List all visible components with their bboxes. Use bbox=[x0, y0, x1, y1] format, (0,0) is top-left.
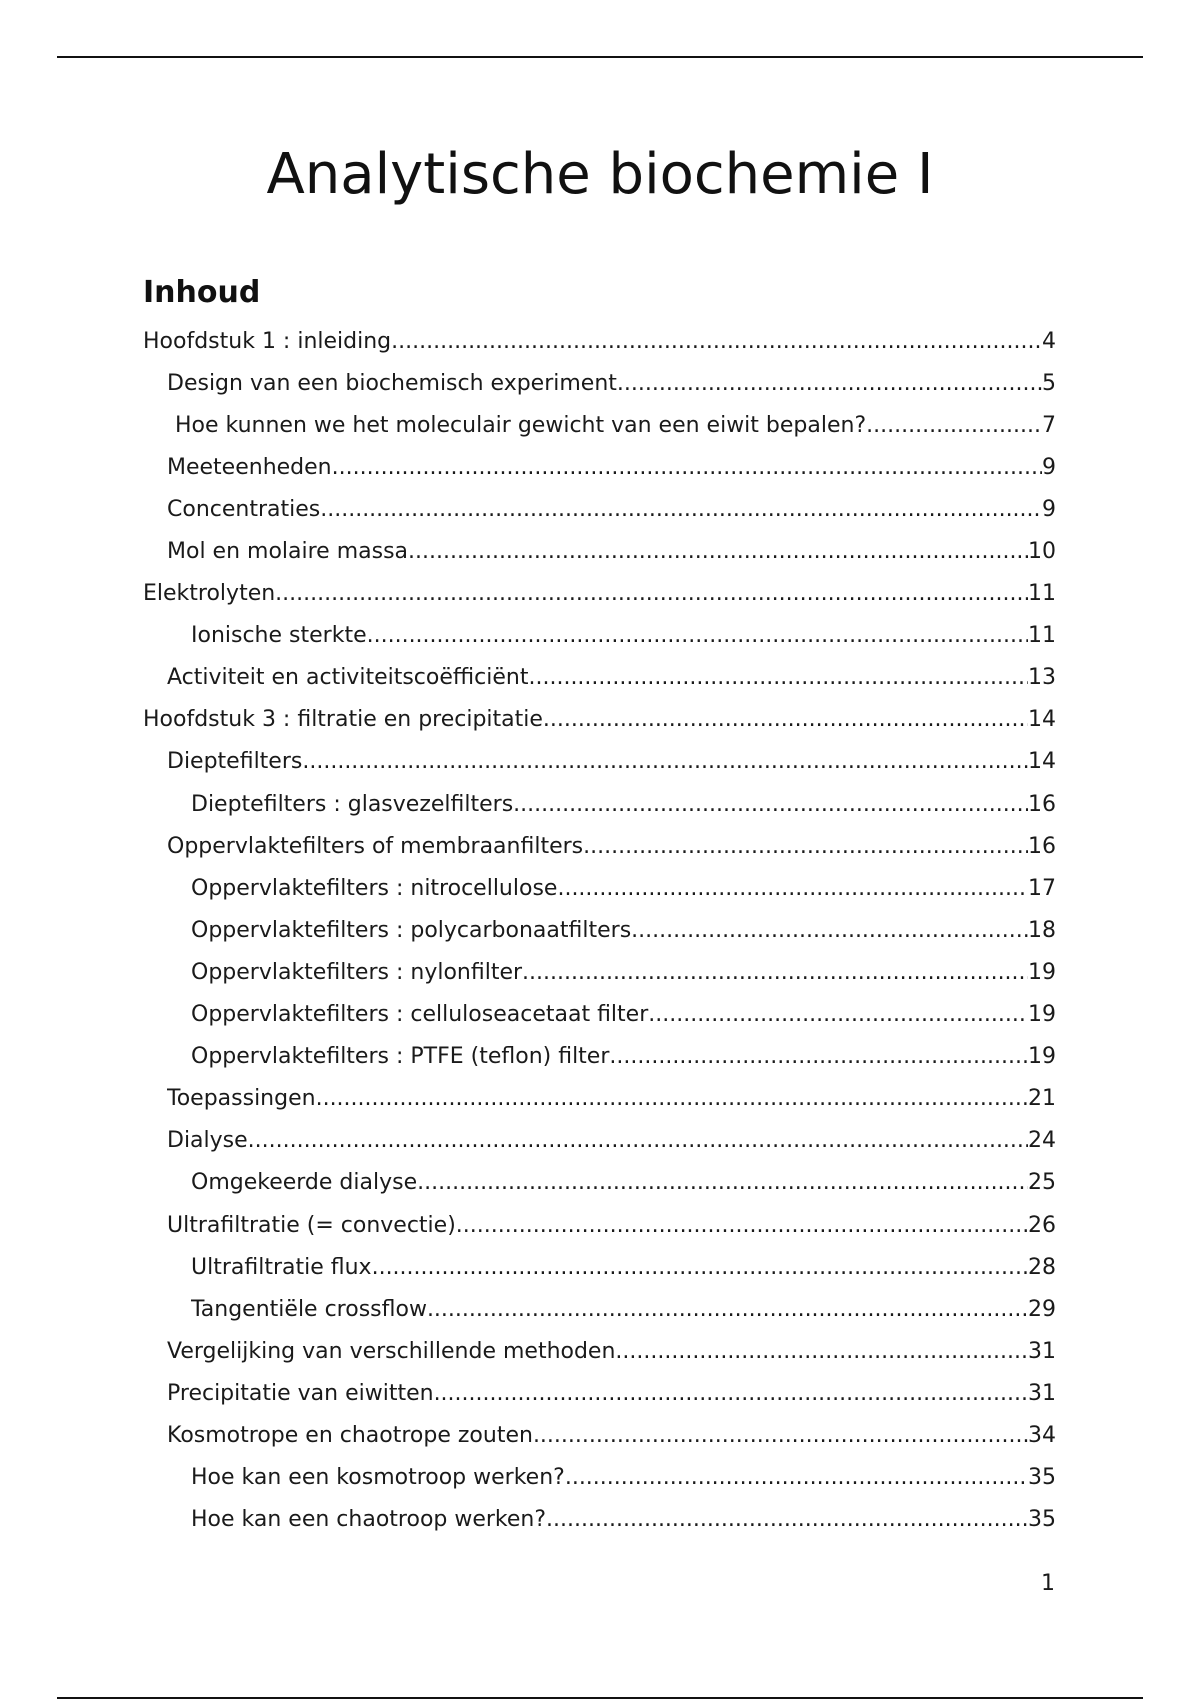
toc-entry[interactable] bbox=[167, 1373, 1056, 1415]
toc-entry-label: Elektrolyten bbox=[143, 581, 276, 606]
toc-entry[interactable] bbox=[191, 615, 1056, 657]
toc-leader bbox=[417, 1162, 1028, 1204]
toc-heading: Inhoud bbox=[143, 275, 261, 310]
toc-entry-label: Tangentiële crossflow bbox=[191, 1297, 427, 1322]
toc-leader bbox=[522, 952, 1028, 994]
toc-entry[interactable] bbox=[167, 1120, 1056, 1162]
toc-entry-label: Meeteenheden bbox=[167, 455, 332, 480]
toc-entry-page: 14 bbox=[1028, 749, 1056, 774]
toc-entry-page: 5 bbox=[1042, 371, 1056, 396]
toc-leader bbox=[391, 321, 1042, 363]
toc-leader bbox=[866, 405, 1042, 447]
toc-entry[interactable] bbox=[167, 1331, 1056, 1373]
toc-entry-label: Hoe kunnen we het moleculair gewicht van een eiwit bepalen? bbox=[175, 413, 867, 438]
toc-entry[interactable] bbox=[167, 447, 1056, 489]
toc-entry[interactable] bbox=[167, 489, 1056, 531]
toc-leader bbox=[631, 910, 1028, 952]
toc-entry-label: Omgekeerde dialyse bbox=[191, 1170, 418, 1195]
toc-entry[interactable] bbox=[167, 1415, 1056, 1457]
toc-entry-label: Vergelijking van verschillende methoden bbox=[167, 1339, 616, 1364]
toc-entry-page: 11 bbox=[1028, 623, 1056, 648]
toc-entry-page: 19 bbox=[1028, 1002, 1056, 1027]
toc-entry[interactable] bbox=[191, 952, 1056, 994]
toc-entry-page: 19 bbox=[1028, 1044, 1056, 1069]
toc-entry-label: Oppervlaktefilters : nitrocellulose bbox=[191, 876, 558, 901]
toc-entry-page: 7 bbox=[1042, 413, 1056, 438]
toc-entry-page: 29 bbox=[1028, 1297, 1056, 1322]
toc-entry-page: 25 bbox=[1028, 1170, 1056, 1195]
toc-entry[interactable] bbox=[191, 1457, 1056, 1499]
toc-leader bbox=[332, 447, 1042, 489]
toc-entry[interactable] bbox=[175, 405, 1056, 447]
toc-entry-page: 31 bbox=[1028, 1339, 1056, 1364]
toc-entry-label: Dieptefilters bbox=[167, 749, 303, 774]
toc-entry-label: Dialyse bbox=[167, 1128, 248, 1153]
toc-entry[interactable] bbox=[191, 784, 1056, 826]
toc-entry[interactable] bbox=[191, 1162, 1056, 1204]
toc-entry[interactable] bbox=[167, 657, 1056, 699]
toc-entry-page: 13 bbox=[1028, 665, 1056, 690]
toc-entry[interactable] bbox=[191, 1289, 1056, 1331]
toc-entry-label: Oppervlaktefilters : nylonfilter bbox=[191, 960, 523, 985]
toc-entry-label: Dieptefilters : glasvezelfilters bbox=[191, 792, 514, 817]
toc-leader bbox=[513, 784, 1028, 826]
toc-entry-page: 4 bbox=[1042, 329, 1056, 354]
toc-entry-label: Oppervlaktefilters : polycarbonaatfilters bbox=[191, 918, 632, 943]
toc-leader bbox=[367, 615, 1028, 657]
toc-entry[interactable] bbox=[167, 363, 1056, 405]
toc-entry[interactable] bbox=[143, 573, 1056, 615]
toc-entry-page: 14 bbox=[1028, 707, 1056, 732]
toc-entry-page: 10 bbox=[1028, 539, 1056, 564]
toc-leader bbox=[427, 1289, 1028, 1331]
toc-leader bbox=[617, 363, 1042, 405]
toc-leader bbox=[248, 1120, 1028, 1162]
toc-entry-label: Hoofdstuk 1 : inleiding bbox=[143, 329, 392, 354]
toc-entry-page: 9 bbox=[1042, 455, 1056, 480]
page-number: 1 bbox=[1041, 1571, 1055, 1596]
toc-entry-page: 17 bbox=[1028, 876, 1056, 901]
toc-entry-page: 31 bbox=[1028, 1381, 1056, 1406]
toc-entry-page: 16 bbox=[1028, 792, 1056, 817]
toc-leader bbox=[615, 1331, 1028, 1373]
toc-entry-label: Ionische sterkte bbox=[191, 623, 367, 648]
toc-entry[interactable] bbox=[143, 321, 1056, 363]
toc-leader bbox=[528, 657, 1028, 699]
toc-leader bbox=[583, 826, 1028, 868]
toc-entry-label: Concentraties bbox=[167, 497, 321, 522]
header-rule bbox=[57, 56, 1143, 58]
toc-entry-page: 26 bbox=[1028, 1213, 1056, 1238]
toc-leader bbox=[533, 1415, 1028, 1457]
toc-entry[interactable] bbox=[167, 1078, 1056, 1120]
toc-leader bbox=[275, 573, 1028, 615]
toc-entry-label: Hoe kan een chaotroop werken? bbox=[191, 1507, 547, 1532]
toc-leader bbox=[434, 1373, 1028, 1415]
toc-entry[interactable] bbox=[191, 1247, 1056, 1289]
toc-entry-label: Kosmotrope en chaotrope zouten bbox=[167, 1423, 533, 1448]
toc-entry-label: Hoofdstuk 3 : filtratie en precipitatie bbox=[143, 707, 543, 732]
toc-entry-label: Oppervlaktefilters : PTFE (teflon) filter bbox=[191, 1044, 610, 1069]
toc-entry[interactable] bbox=[191, 910, 1056, 952]
toc-entry[interactable] bbox=[143, 699, 1056, 741]
toc-leader bbox=[372, 1247, 1028, 1289]
toc-entry-page: 34 bbox=[1028, 1423, 1056, 1448]
toc-entry-label: Hoe kan een kosmotroop werken? bbox=[191, 1465, 565, 1490]
toc-leader bbox=[543, 699, 1028, 741]
toc-leader bbox=[609, 1036, 1028, 1078]
toc-entry-label: Oppervlaktefilters of membraanfilters bbox=[167, 834, 584, 859]
toc-entry-label: Precipitatie van eiwitten bbox=[167, 1381, 434, 1406]
toc-entry-page: 28 bbox=[1028, 1255, 1056, 1280]
toc-leader bbox=[320, 489, 1042, 531]
toc-entry-page: 21 bbox=[1028, 1086, 1056, 1111]
footer-rule bbox=[57, 1697, 1143, 1699]
toc-entry[interactable] bbox=[167, 826, 1056, 868]
toc-entry-page: 18 bbox=[1028, 918, 1056, 943]
toc-entry-page: 19 bbox=[1028, 960, 1056, 985]
toc-entry-page: 35 bbox=[1028, 1507, 1056, 1532]
toc-entry[interactable] bbox=[167, 741, 1056, 783]
toc-entry-label: Ultrafiltratie flux bbox=[191, 1255, 372, 1280]
toc-leader bbox=[565, 1457, 1028, 1499]
toc-entry-page: 35 bbox=[1028, 1465, 1056, 1490]
toc-entry-label: Design van een biochemisch experiment bbox=[167, 371, 617, 396]
toc-entry[interactable] bbox=[191, 1499, 1056, 1541]
toc-entry-page: 11 bbox=[1028, 581, 1056, 606]
toc-leader bbox=[456, 1205, 1028, 1247]
toc-leader bbox=[557, 868, 1028, 910]
toc-entry[interactable] bbox=[167, 531, 1056, 573]
toc-entry-label: Activiteit en activiteitscoëfficiënt bbox=[167, 665, 529, 690]
toc-entry[interactable] bbox=[191, 994, 1056, 1036]
toc-entry-label: Toepassingen bbox=[167, 1086, 316, 1111]
document-title: Analytische biochemie I bbox=[266, 142, 934, 207]
toc-leader bbox=[316, 1078, 1028, 1120]
toc-entry-label: Oppervlaktefilters : celluloseacetaat filter bbox=[191, 1002, 649, 1027]
toc-entry-page: 9 bbox=[1042, 497, 1056, 522]
toc-leader bbox=[546, 1499, 1028, 1541]
toc-leader bbox=[408, 531, 1028, 573]
toc-entry[interactable] bbox=[167, 1205, 1056, 1247]
toc-entry[interactable] bbox=[191, 868, 1056, 910]
toc-entry-label: Ultrafiltratie (= convectie) bbox=[167, 1213, 456, 1238]
toc-entry[interactable] bbox=[191, 1036, 1056, 1078]
toc-entry-label: Mol en molaire massa bbox=[167, 539, 409, 564]
toc-leader bbox=[648, 994, 1028, 1036]
toc-entry-page: 16 bbox=[1028, 834, 1056, 859]
toc-entry-page: 24 bbox=[1028, 1128, 1056, 1153]
toc-leader bbox=[302, 741, 1028, 783]
